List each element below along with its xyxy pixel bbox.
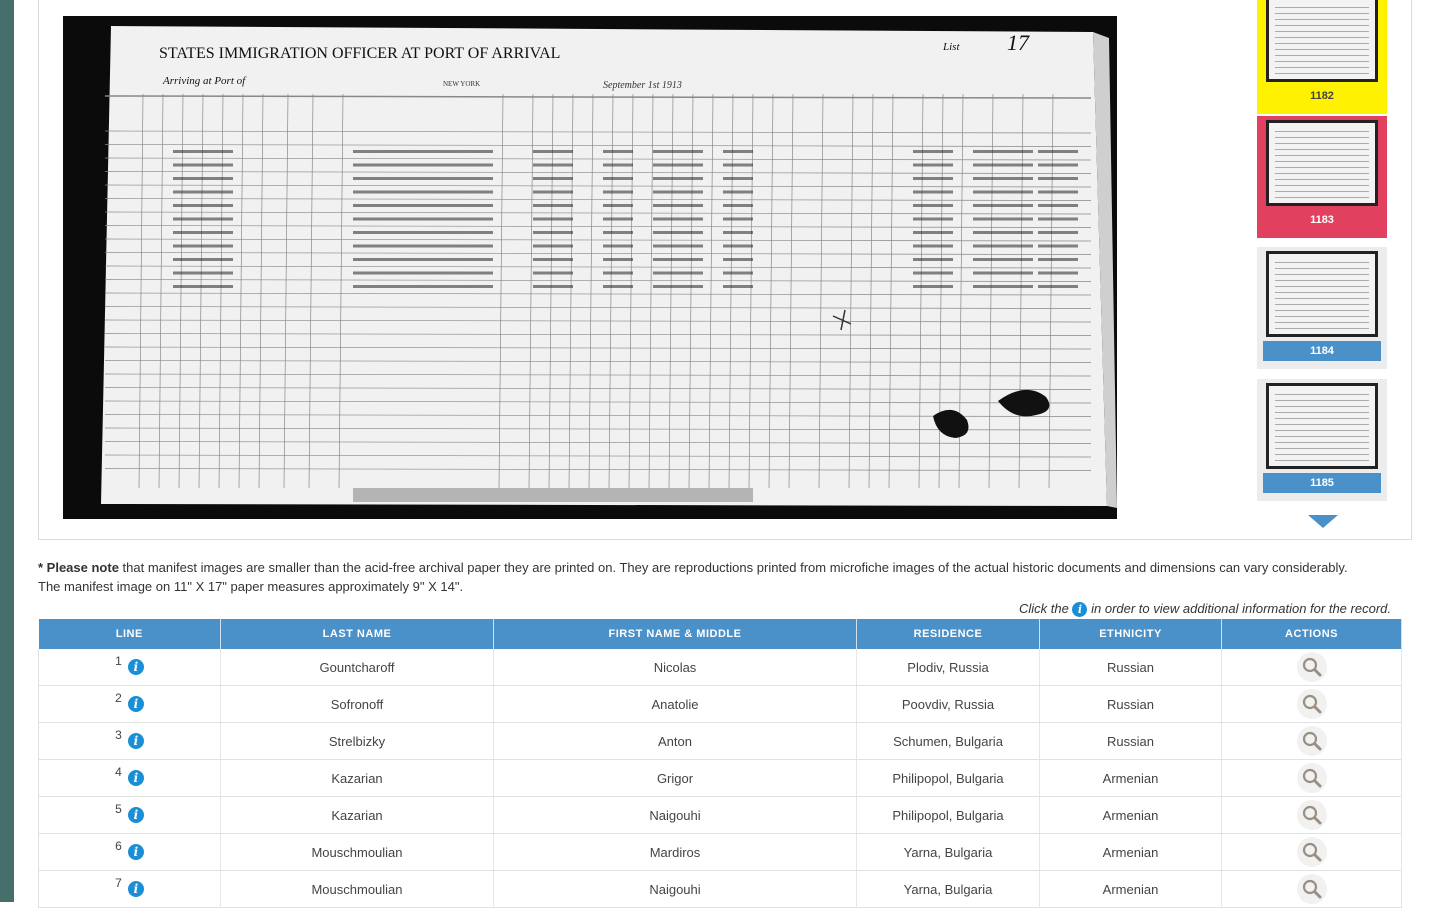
line-number: 6 (115, 838, 122, 853)
line-number: 4 (115, 764, 122, 779)
header-first-name[interactable]: FIRST NAME & MIDDLE (494, 619, 857, 649)
thumbnail-number: 1185 (1263, 473, 1381, 493)
cell-ethnicity: Russian (1040, 649, 1222, 686)
cell-actions (1222, 760, 1402, 797)
cell-actions (1222, 723, 1402, 760)
cell-actions (1222, 834, 1402, 871)
line-number: 5 (115, 801, 122, 816)
info-icon[interactable]: i (128, 807, 144, 823)
chevron-down-icon[interactable] (1308, 515, 1338, 528)
table-row[interactable] (39, 723, 1402, 760)
cell-last-name: Strelbizky (221, 723, 494, 760)
info-icon[interactable]: i (128, 770, 144, 786)
manifest-arriving-label: Arriving at Port of (163, 75, 246, 87)
cell-first-name: Naigouhi (494, 871, 857, 908)
manifest-list-label: List (943, 41, 960, 53)
table-row[interactable] (39, 649, 1402, 686)
magnifier-icon[interactable] (1297, 763, 1327, 793)
manifest-image[interactable] (63, 16, 1117, 519)
hint-after: in order to view additional information for the record. (1091, 601, 1391, 616)
cell-residence: Plodiv, Russia (857, 649, 1040, 686)
cell-ethnicity: Russian (1040, 686, 1222, 723)
cell-line (39, 834, 221, 871)
cell-first-name: Naigouhi (494, 797, 857, 834)
cell-ethnicity: Armenian (1040, 760, 1222, 797)
cell-residence: Philipopol, Bulgaria (857, 797, 1040, 834)
table-row[interactable] (39, 797, 1402, 834)
cell-residence: Schumen, Bulgaria (857, 723, 1040, 760)
hint-before: Click the (1019, 601, 1069, 616)
manifest-date: September 1st 1913 (603, 80, 682, 91)
cell-line (39, 723, 221, 760)
cell-last-name: Kazarian (221, 797, 494, 834)
table-row[interactable] (39, 834, 1402, 871)
cell-line (39, 686, 221, 723)
thumbnail-image (1266, 0, 1378, 82)
thumbnail-number: 1184 (1263, 341, 1381, 361)
cell-first-name: Grigor (494, 760, 857, 797)
magnifier-icon[interactable] (1297, 689, 1327, 719)
cell-last-name: Gountcharoff (221, 649, 494, 686)
cell-ethnicity: Armenian (1040, 834, 1222, 871)
line-number: 3 (115, 727, 122, 742)
cell-ethnicity: Armenian (1040, 797, 1222, 834)
info-icon[interactable]: i (128, 881, 144, 897)
cell-first-name: Mardiros (494, 834, 857, 871)
cell-line (39, 649, 221, 686)
manifest-thumbnail[interactable] (1257, 0, 1387, 114)
line-number: 7 (115, 875, 122, 890)
cell-residence: Yarna, Bulgaria (857, 871, 1040, 908)
magnifier-icon[interactable] (1297, 800, 1327, 830)
table-row[interactable] (39, 760, 1402, 797)
header-ethnicity[interactable]: ETHNICITY (1040, 619, 1222, 649)
cell-last-name: Mouschmoulian (221, 871, 494, 908)
info-hint (1019, 601, 1391, 617)
cell-last-name: Sofronoff (221, 686, 494, 723)
cell-residence: Philipopol, Bulgaria (857, 760, 1040, 797)
cell-first-name: Anton (494, 723, 857, 760)
cell-line (39, 760, 221, 797)
header-actions: ACTIONS (1222, 619, 1402, 649)
cell-first-name: Nicolas (494, 649, 857, 686)
info-icon[interactable]: i (128, 844, 144, 860)
passenger-table (38, 619, 1402, 908)
thumbnail-number: 1182 (1310, 90, 1334, 102)
info-icon[interactable]: i (128, 733, 144, 749)
magnifier-icon[interactable] (1297, 652, 1327, 682)
manifest-thumbnail[interactable] (1257, 116, 1387, 238)
left-sidebar-stripe (0, 0, 14, 902)
cell-actions (1222, 797, 1402, 834)
manifest-port: NEW YORK (443, 80, 481, 88)
cell-ethnicity: Russian (1040, 723, 1222, 760)
line-number: 2 (115, 690, 122, 705)
info-icon[interactable]: i (128, 659, 144, 675)
table-row[interactable] (39, 686, 1402, 723)
cell-last-name: Mouschmoulian (221, 834, 494, 871)
thumbnail-image (1266, 120, 1378, 206)
cell-actions (1222, 686, 1402, 723)
cell-actions (1222, 649, 1402, 686)
cell-residence: Poovdiv, Russia (857, 686, 1040, 723)
cell-line (39, 797, 221, 834)
manifest-page (63, 16, 1117, 519)
thumbnail-number: 1183 (1310, 214, 1334, 226)
header-residence[interactable]: RESIDENCE (857, 619, 1040, 649)
thumbnail-image (1266, 383, 1378, 469)
manifest-title: STATES IMMIGRATION OFFICER AT PORT OF ARRIVAL (159, 45, 561, 62)
thumbnail-image (1266, 251, 1378, 337)
cell-residence: Yarna, Bulgaria (857, 834, 1040, 871)
cell-ethnicity: Armenian (1040, 871, 1222, 908)
note-text: that manifest images are smaller than the acid-free archival paper they are printed on. They are reproductions printed from microfiche images of the actual historic documents and dimensions can vary considerably. The manifest image on 11" X 17" paper measures approximately 9" X 14". (38, 560, 1348, 594)
note-bold: * Please note (38, 560, 119, 575)
magnifier-icon[interactable] (1297, 874, 1327, 904)
header-last-name[interactable]: LAST NAME (221, 619, 494, 649)
info-icon: i (1072, 602, 1087, 617)
header-line[interactable]: LINE (39, 619, 221, 649)
magnifier-icon[interactable] (1297, 726, 1327, 756)
info-icon[interactable]: i (128, 696, 144, 712)
cell-last-name: Kazarian (221, 760, 494, 797)
manifest-note (38, 558, 1368, 596)
manifest-list-number: 17 (1007, 30, 1029, 55)
magnifier-icon[interactable] (1297, 837, 1327, 867)
manifest-thumbnail[interactable] (1257, 379, 1387, 501)
cell-first-name: Anatolie (494, 686, 857, 723)
manifest-thumbnail[interactable] (1257, 247, 1387, 369)
line-number: 1 (115, 653, 122, 668)
